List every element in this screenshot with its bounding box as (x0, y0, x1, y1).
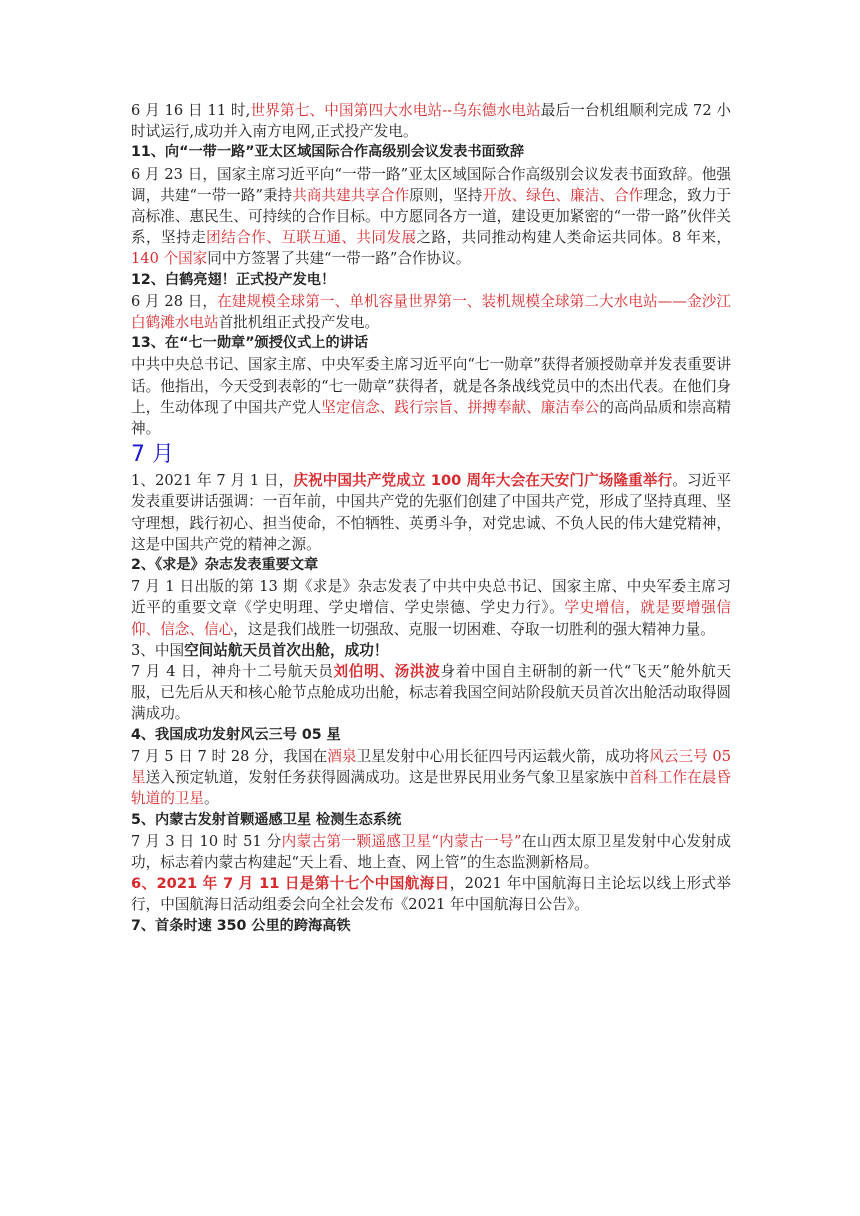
highlight-text: 在建规模全球第一、单机容量世界第一、装机规模全球第二大水电站——金沙江白鹤滩水电站 (131, 292, 731, 332)
text-run: 3、中国 (131, 641, 185, 659)
paragraph-july-first-medal (131, 354, 731, 439)
paragraph-centenary (131, 470, 731, 555)
text-run: 原则，坚持 (409, 186, 483, 204)
highlight-text: 风云三号 05 星 (131, 747, 731, 787)
paragraph-maritime-day (131, 873, 731, 915)
text-run: 1、2021 年 7 月 1 日， (131, 472, 294, 490)
paragraph-qiushi (131, 576, 731, 640)
highlight-text: 学史增信，就是要增强信仰、信念、信心 (131, 599, 731, 638)
paragraph-spacewalk (131, 661, 731, 725)
highlight-text: 坚定信念、践行宗旨、拼搏奉献、廉洁奉公 (321, 398, 600, 416)
paragraph-inner-mongolia (131, 831, 731, 873)
bold-text: 空间站航天员首次出舱，成功！ (184, 641, 389, 659)
highlight-text: 酒泉 (327, 747, 357, 765)
highlight-text: 刘伯明、汤洪波 (333, 663, 441, 681)
text-run: 的高尚品质和崇高精神。 (131, 398, 731, 438)
text-run: 7 月 3 日 10 时 51 分 (131, 832, 282, 850)
month-heading-july: 7 月 (131, 442, 174, 468)
text-run: 卫星发射中心用长征四号丙运载火箭，成功将 (356, 747, 650, 765)
section-heading-12: 12、白鹤亮翅！正式投产发电！ (131, 271, 336, 288)
section-heading-space-station (131, 640, 731, 661)
text-run: 送入预定轨道，发射任务获得圆满成功。这是世界民用业务气象卫星家族中 (145, 769, 629, 787)
text-run: 之路，共同推动构建人类命运共同体。8 年来， (416, 229, 731, 247)
text-run: 首批机组正式投产发电。 (218, 314, 380, 332)
highlight-text: 团结合作、互联互通、共同发展 (206, 229, 417, 247)
text-run: 7 月 4 日，神舟十二号航天员 (131, 663, 334, 681)
paragraph-wudongde (131, 100, 731, 142)
text-run: 6 月 28 日， (131, 292, 218, 310)
text-run: 7 月 5 日 7 时 28 分，我国在 (131, 747, 328, 765)
text-run: 。习近平发表重要讲话强调：一百年前，中国共产党的先驱们创建了中国共产党，形成了坚持真理、坚守理想，践行初心、担当使命，不怕牺牲、英勇斗争，对党忠诚、不负人民的伟大建党精神，这是中国共产党的精神之源。 (131, 472, 731, 553)
text-run: 6 月 16 日 11 时, (131, 102, 251, 119)
text-run: 身着中国自主研制的新一代“飞天”舱外航天服，已先后从天和核心舱节点舱成功出舱，标志着我国空间站阶段航天员首次出舱活动取得圆满成功。 (131, 663, 731, 723)
highlight-text: 开放、绿色、廉洁、合作 (482, 186, 644, 204)
paragraph-fengyun (131, 746, 731, 810)
text-run: 中共中央总书记、国家主席、中央军委主席习近平向“七一勋章”获得者颁授勋章并发表重要讲话。他指出，今天受到表彰的“七一勋章”获得者，就是各条战线党员中的杰出代表。在他们身上，生动体现了中国共产党人 (131, 356, 731, 416)
text-run: 6 月 23 日，国家主席习近平向“一带一路”亚太区域国际合作高级别会议发表书面致辞。他强调，共建“一带一路”秉持 (131, 165, 731, 204)
highlight-text: 6、2021 年 7 月 11 日是第十七个中国航海日 (131, 875, 450, 893)
section-heading-qiushi: 2、《求是》杂志发表重要文章 (131, 557, 319, 574)
text-run: 。 (203, 790, 219, 808)
highlight-text: 内蒙古第一颗遥感卫星“内蒙古一号” (281, 832, 522, 850)
text-run: 在山西太原卫星发射中心发射成功，标志着内蒙古构建起“天上看、地上查、网上管”的生态监测新格局。 (131, 832, 731, 871)
highlight-text: 140 个国家 (131, 250, 208, 268)
text-run: 理念，致力于高标准、惠民生、可持续的合作目标。中方愿同各方一道，建设更加紧密的“一带一路”伙伴关系，坚持走 (131, 186, 731, 247)
highlight-text: 世界第七、中国第四大水电站--乌东德水电站 (250, 102, 541, 119)
section-heading-fengyun: 4、我国成功发射风云三号 05 星 (131, 726, 341, 743)
paragraph-baihetan (131, 291, 731, 333)
text-run: 同中方签署了共建“一带一路”合作协议。 (207, 250, 471, 268)
text-run: ，2021 年中国航海日主论坛以线上形式举行，中国航海日活动组委会向全社会发布《2021 年中国航海日公告》。 (131, 875, 732, 914)
text-run: ，这是我们战胜一切强敌、克服一切困难、夺取一切胜利的强大精神力量。 (233, 620, 715, 638)
highlight-text: 首科工作在晨昏轨道的卫星 (131, 769, 731, 808)
text-run: 7 月 1 日出版的第 13 期《求是》杂志发表了中共中央总书记、国家主席、中央军委主席习近平的重要文章《学史明理、学史增信、学史崇德、学史力行》。 (131, 578, 731, 617)
section-heading-cross-sea-railway: 7、首条时速 350 公里的跨海高铁 (131, 917, 351, 934)
text-run: 最后一台机组顺利完成 72 小时试运行,成功并入南方电网,正式投产发电。 (131, 102, 731, 141)
section-heading-11: 11、向“一带一路”亚太区域国际合作高级别会议发表书面致辞 (131, 144, 525, 161)
highlight-text: 共商共建共享合作 (292, 186, 410, 204)
section-heading-13: 13、在“七一勋章”颁授仪式上的讲话 (131, 335, 369, 352)
highlight-text: 庆祝中国共产党成立 100 周年大会在天安门广场隆重举行 (293, 472, 673, 490)
paragraph-belt-road (131, 164, 731, 270)
document-page (131, 100, 731, 937)
section-heading-inner-mongolia: 5、内蒙古发射首颗遥感卫星 检测生态系统 (131, 811, 402, 828)
